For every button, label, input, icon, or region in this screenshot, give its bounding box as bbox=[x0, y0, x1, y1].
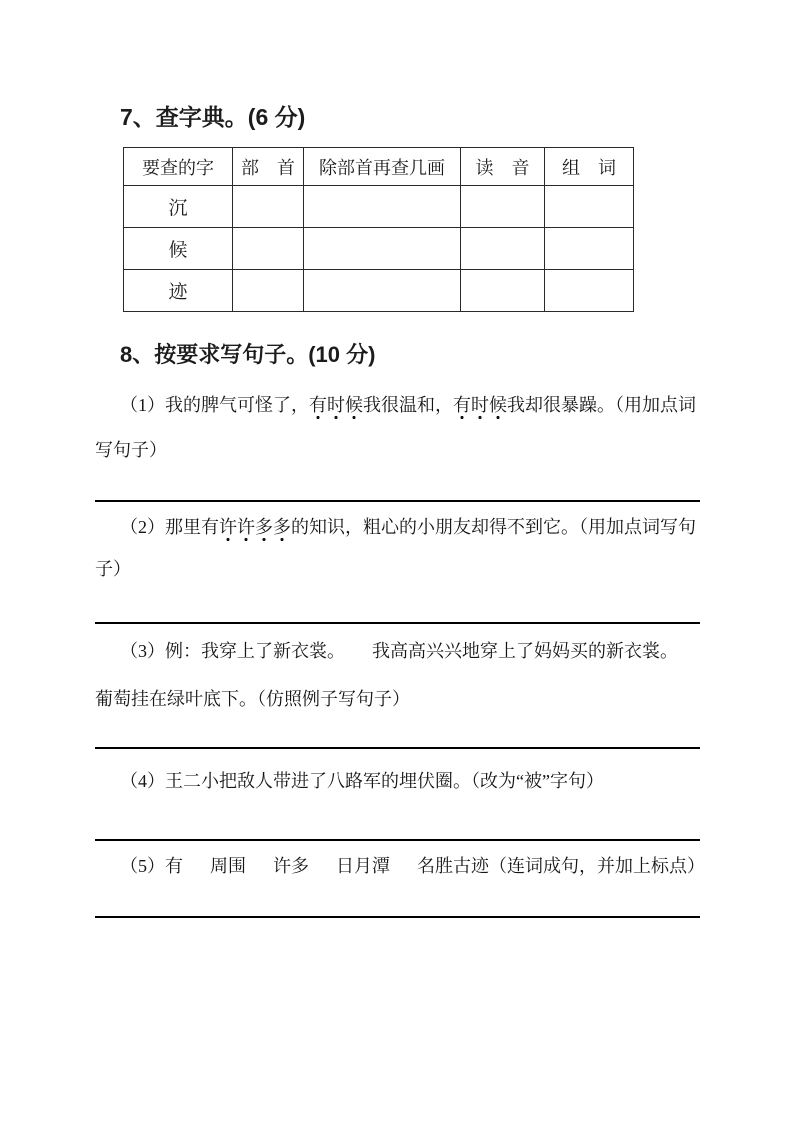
text-segment: 的知识，粗心的小朋友却得不到它。（用加点词写句 bbox=[291, 517, 696, 537]
blank-cell bbox=[233, 270, 304, 312]
question-1-line-1 bbox=[120, 392, 696, 418]
col-header-word: 组 词 bbox=[545, 148, 634, 186]
question-4-line-1 bbox=[120, 768, 604, 794]
text-segment: 子） bbox=[95, 559, 131, 579]
blank-cell bbox=[461, 228, 545, 270]
table-row bbox=[124, 228, 634, 270]
blank-cell bbox=[545, 270, 634, 312]
table-header-row bbox=[124, 148, 634, 186]
text-segment: 我很温和， bbox=[363, 395, 453, 415]
text-segment: （3）例：我穿上了新衣裳。 我高高兴兴地穿上了妈妈买的新衣裳。 bbox=[120, 641, 678, 661]
text-segment: 我却很暴躁。（用加点词 bbox=[507, 395, 696, 415]
answer-line-1 bbox=[95, 500, 700, 502]
answer-line-4 bbox=[95, 839, 700, 841]
section8-title: 8、按要求写句子。(10 分) bbox=[120, 342, 376, 367]
emphasized-text: 有时候 bbox=[309, 395, 363, 420]
question-5-line-1 bbox=[120, 853, 705, 879]
col-header-pronunciation: 读 音 bbox=[461, 148, 545, 186]
text-segment: （4）王二小把敌人带进了八路军的埋伏圈。（改为“被”字句） bbox=[120, 771, 604, 791]
blank-cell bbox=[461, 270, 545, 312]
emphasized-text: 许许多多 bbox=[219, 517, 291, 542]
emphasized-text: 有时候 bbox=[453, 395, 507, 420]
blank-cell bbox=[545, 228, 634, 270]
blank-cell bbox=[461, 186, 545, 228]
col-header-strokes: 除部首再查几画 bbox=[304, 148, 461, 186]
table-row bbox=[124, 186, 634, 228]
question-1-line-2 bbox=[95, 437, 167, 463]
question-3-line-1 bbox=[120, 638, 678, 664]
blank-cell bbox=[304, 270, 461, 312]
answer-line-3 bbox=[95, 747, 700, 749]
answer-line-2 bbox=[95, 622, 700, 624]
blank-cell bbox=[233, 186, 304, 228]
dictionary-table bbox=[123, 147, 634, 312]
col-header-radical: 部 首 bbox=[233, 148, 304, 186]
row-character: 迹 bbox=[124, 270, 233, 312]
blank-cell bbox=[304, 228, 461, 270]
text-segment: 写句子） bbox=[95, 440, 167, 460]
section7-title: 7、查字典。(6 分) bbox=[120, 104, 306, 130]
question-2-line-1 bbox=[120, 514, 696, 540]
blank-cell bbox=[545, 186, 634, 228]
text-segment: （5）有 周围 许多 日月潭 名胜古迹（连词成句，并加上标点） bbox=[120, 856, 705, 876]
blank-cell bbox=[304, 186, 461, 228]
question-3-line-2 bbox=[95, 686, 410, 712]
text-segment: 葡萄挂在绿叶底下。（仿照例子写句子） bbox=[95, 689, 410, 709]
text-segment: （1）我的脾气可怪了， bbox=[120, 395, 309, 415]
row-character: 候 bbox=[124, 228, 233, 270]
row-character: 沉 bbox=[124, 186, 233, 228]
col-header-character: 要查的字 bbox=[124, 148, 233, 186]
answer-line-5 bbox=[95, 916, 700, 918]
text-segment: （2）那里有 bbox=[120, 517, 219, 537]
question-2-line-2 bbox=[95, 556, 131, 582]
blank-cell bbox=[233, 228, 304, 270]
table-row bbox=[124, 270, 634, 312]
